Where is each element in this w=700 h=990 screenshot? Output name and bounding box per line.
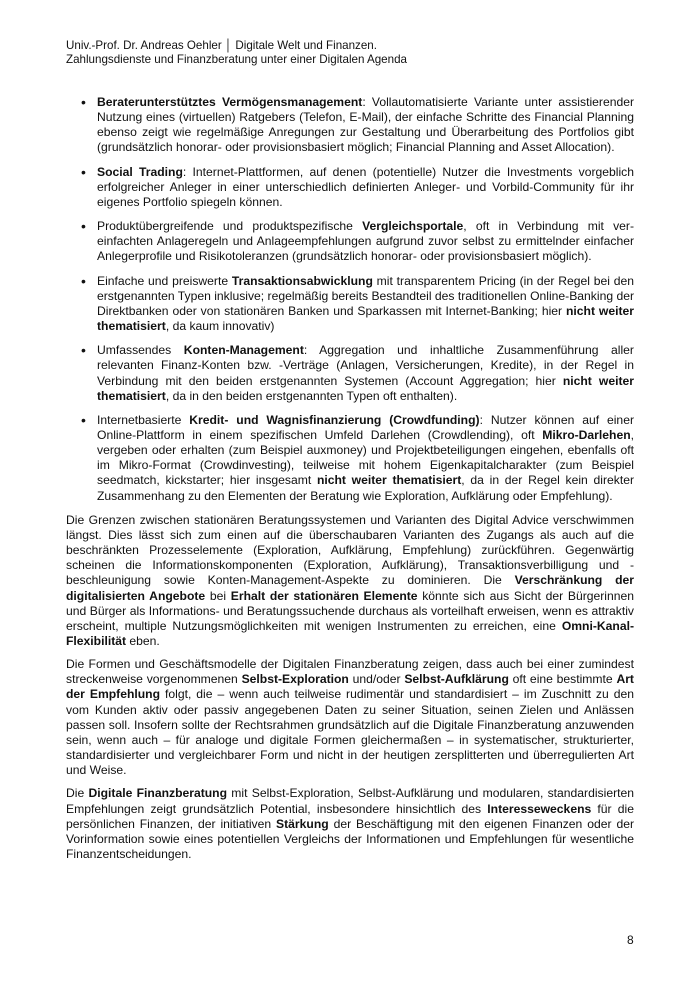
bold-text: Interesseweckens (487, 801, 592, 816)
bold-text: Stärkung (276, 816, 329, 831)
text-run: , da in den beiden erstgenannten Typen oft enthalten). (165, 388, 458, 403)
text-run: bei (205, 588, 231, 603)
bullet-item (66, 95, 634, 156)
bold-text: Selbst-Exploration (241, 672, 349, 687)
bullet-item (66, 165, 634, 210)
text-run: , vergeben oder erhalten (zum Beispiel auxmoney) und Projektbeteiligungen eingehen, ebenfalls oft im Mikro-Format (Crowdinvesting), teilweise mit hohem Eigenkapitalcharakter (zum Beispiel seedmatch, kickstarter; hier insgesamt (97, 427, 634, 488)
bullet-item (66, 413, 634, 504)
bullet-item (66, 219, 634, 264)
text-run: : Nutzer können auf einer Online-Plattform in einem spezifischen Umfeld Darlehen (Crowdlending), oft (97, 412, 634, 442)
bold-text: Beraterunterstütztes Vermögensmanagement (97, 95, 363, 109)
body-paragraph (66, 657, 634, 778)
text-run: folgt, die – wenn auch teilweise rudimentär und standardisiert – im Zuschnitt zu den vom Kunden aktiv oder passiv angegebenen Daten zu seiner Situation, seinen Zielen und Anlässen passen soll. Insofern sollte der Rechtsrahmen grundsätzlich auf die Digitale Finanzberatung anzuwenden sein, wenn auch – für analoge und digitale Formen gleichermaßen – in systematischer, strukturierter, standardisierter und vergleichbarer Form und nicht in der heutigen zersplitterten und überregulierten Art und Weise. (66, 687, 634, 778)
bold-text: Kredit- und Wagnisfinanzierung (Crowdfunding) (189, 412, 480, 427)
text-run: oft eine bestimmte (508, 672, 617, 687)
text-run: Umfassendes (97, 343, 184, 358)
bold-text: Art der Empfehlung (66, 672, 634, 702)
bullet-item (66, 343, 634, 404)
bold-text: Digitale Finanzberatung (88, 786, 228, 801)
bold-text: Konten-Management (183, 343, 304, 358)
body-paragraph (66, 786, 634, 862)
bold-text: Omni-Kanal-Flexibilität (66, 618, 634, 648)
bold-text: Social Trading (97, 164, 183, 179)
text-run: Produktübergreifende und produktspezifische (97, 219, 363, 234)
bold-text: Erhalt der stationären Elemente (230, 588, 418, 603)
text-run: : Vollautomatisierte Variante unter assistierender Nutzung eines (virtuellen) Ratgebers (Telefon, E-Mail), der einfache Schritte des Financial Planning ebenso zeigt wie regelmäßige Anregungen zur Gestaltung und Überarbeitung des Portfolios gibt (grundsätzlich honorar- oder provisionsbasiert möglich; Financial Planning and Asset Allocation). (97, 95, 634, 155)
header-line-2: Zahlungsdienste und Finanzberatung unter einer Digitalen Agenda (66, 53, 407, 66)
text-run: Die (66, 786, 89, 801)
bullet-list (66, 95, 634, 504)
text-run: für die persönlichen Finanzen, der initiativen (66, 801, 634, 831)
bold-text: nicht weiter thematisiert (316, 473, 462, 488)
bold-text: Vergleichsportale (362, 219, 464, 234)
body-paragraph (66, 513, 634, 649)
bullet-item (66, 274, 634, 335)
text-run: und/oder (348, 672, 405, 687)
text-run: eben. (126, 634, 160, 648)
text-run: Internetbasierte (97, 412, 190, 427)
bold-text: Transaktionsabwicklung (231, 273, 373, 288)
text-run: mit transparentem Pricing (in der Regel bei den erstgenannten Typen inklusive; regelmäßig bereits Bestandteil des traditionellen Online-Banking der Direktbanken oder von stationären Banken und Sparkassen mit Internet-Banking; hier (97, 273, 634, 318)
text-run: , oft in Verbindung mit vereinfachten Anlageregeln und Anlageempfehlungen aufgrund zuvor selbst zu ermittelnder einfacher Anlegerprofile und Risikotoleranzen (grundsätzlich honorar- oder provisionsbasiert möglich). (97, 219, 634, 264)
bold-text: Selbst-Aufklärung (404, 672, 509, 687)
text-run: , da kaum innovativ) (165, 319, 275, 334)
page-number: 8 (627, 933, 634, 947)
text-run: : Internet-Plattformen, auf denen (potentielle) Nutzer die Investments vorgeblich erfolgreicher Anleger in einer unterschiedlich definierten Anleger- und Vorbild-Community für ihr eigenes Portfolio spiegeln können. (97, 164, 634, 209)
page-header (66, 39, 407, 67)
text-run: Die Grenzen zwischen stationären Beratungssystemen und Varianten des Digital Advice verschwimmen längst. Dies lässt sich zum einen auf die überschaubaren Varianten des Zugangs als auch auf die beschränkten Prozesselemente (Exploration, Aufklärung, Empfehlung) zurückführen. Gegenwärtig scheinen die Informationskomponenten (Exploration, Aufklärung), Transaktionsverbilligung und -beschleunigung sowie Konten-Management-Aspekte zu dominieren. Die (66, 512, 634, 588)
text-run: Einfache und preiswerte (97, 273, 232, 288)
bold-text: nicht weiter thematisiert (97, 373, 634, 403)
bold-text: Verschränkung der digitalisierten Angebote (66, 573, 635, 603)
text-run: : Aggregation und inhaltliche Zusammenführung aller relevanten Finanz-Konten bzw. -Verträge (Anlagen, Versicherungen, Kredite), in der Regel in Verbindung mit den beiden erstgenannten Systemen (Account Aggregation; hier (97, 343, 634, 388)
text-run: mit Selbst-Exploration, Selbst-Aufklärung und modularen, standardisierten Empfehlungen zeigt grundsätzlich Potential, insbesondere hinsichtlich des (66, 786, 634, 816)
bold-text: nicht weiter thematisiert (97, 303, 634, 334)
bold-text: Mikro-Darlehen (542, 427, 631, 442)
text-run: , da in der Regel kein direkter Zusammenhang zu den Elementen der Beratung wie Exploration, Aufklärung oder Empfehlung). (97, 473, 634, 503)
header-line-1: Univ.-Prof. Dr. Andreas Oehler │ Digitale Welt und Finanzen. (66, 39, 377, 52)
page-body (66, 95, 634, 870)
text-run: der Beschäftigung mit den eigenen Finanzen oder der Vorinformation sowie eines potentiellen Vergleichs der Informationen und Empfehlungen für wesentliche Finanzentscheidungen. (66, 816, 634, 862)
text-run: könnte sich aus Sicht der Bürgerinnen und Bürger als Informations- und Beratungssuchende durchaus als vorteilhaft erweisen, wenn es attraktiv erscheint, multiple Nutzungsmöglichkeiten mit wenigen Instrumenten zu erreichen, eine (66, 588, 634, 633)
text-run: Die Formen und Geschäftsmodelle der Digitalen Finanzberatung zeigen, dass auch bei einer zumindest streckenweise vorgenommenen (66, 657, 634, 687)
